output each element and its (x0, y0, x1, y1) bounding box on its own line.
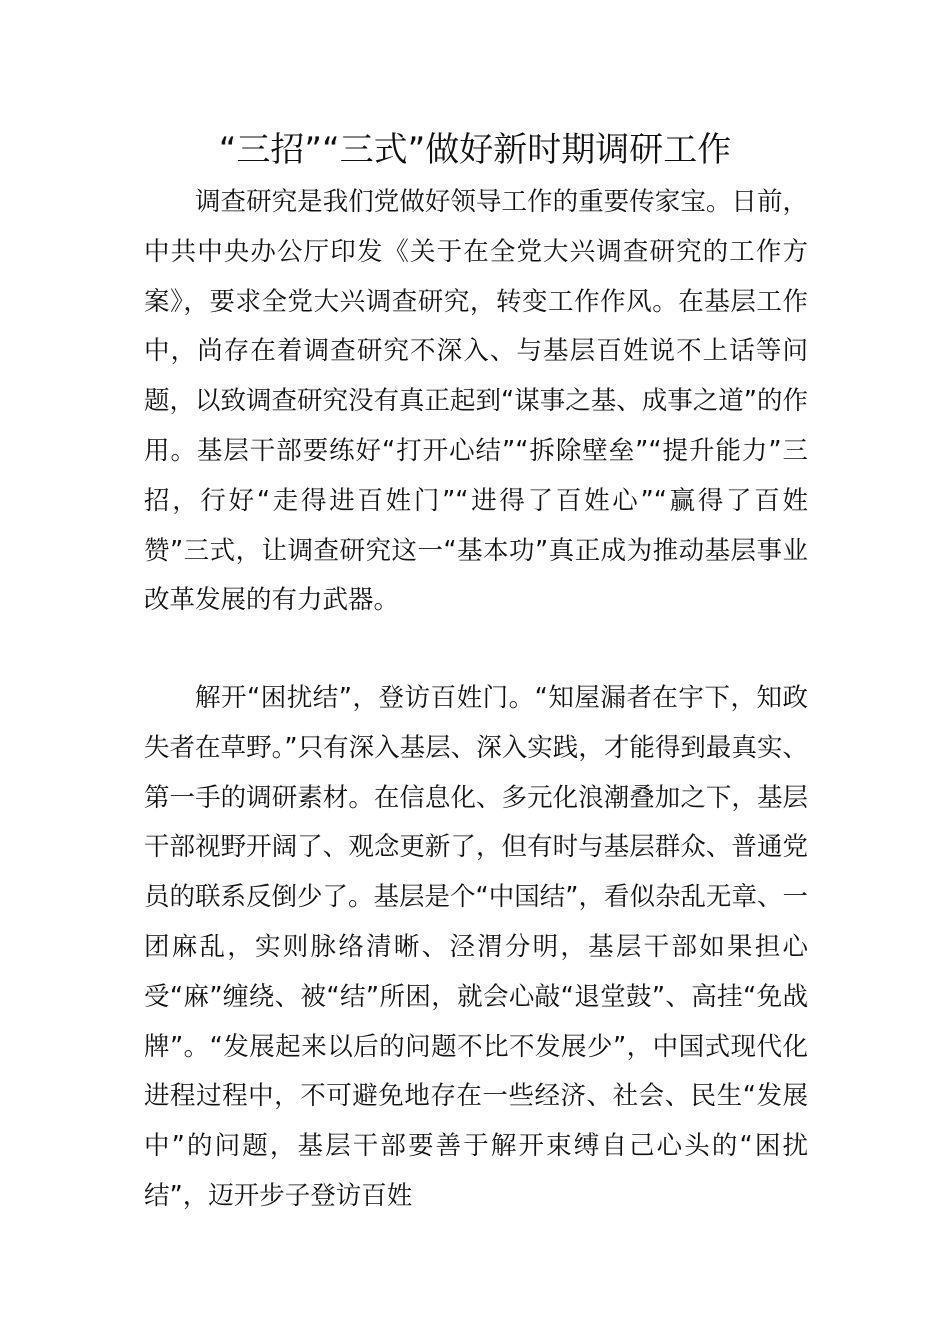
paragraph-intro: 调查研究是我们党做好领导工作的重要传家宝。日前，中共中央办公厅印发《关于在全党大兴调查研究的工作方案》，要求全党大兴调查研究，转变工作作风。在基层工作中，尚存在着调查研究不深入、与基层百姓说不上话等问题，以致调查研究没有真正起到“谋事之基、成事之道”的作用。基层干部要练好“打开心结”“拆除壁垒”“提升能力”三招，行好“走得进百姓门”“进得了百姓心”“赢得了百姓赞”三式，让调查研究这一“基本功”真正成为推动基层事业改革发展的有力武器。 (144, 187, 808, 616)
paragraph-section-1: 解开“困扰结”，登访百姓门。“知屋漏者在宇下，知政失者在草野。”只有深入基层、深入实践，才能得到最真实、第一手的调研素材。在信息化、多元化浪潮叠加之下，基层干部视野开阔了、观念更新了，但有时与基层群众、普通党员的联系反倒少了。基层是个“中国结”，看似杂乱无章、一团麻乱，实则脉络清晰、泾渭分明，基层干部如果担心受“麻”缠绕、被“结”所困，就会心敲“退堂鼓”、高挂“免战牌”。“发展起来以后的问题不比不发展少”，中国式现代化进程过程中，不可避免地存在一些经济、社会、民生“发展中”的问题，基层干部要善于解开束缚自己心头的“困扰结”，迈开步子登访百姓 (144, 683, 808, 1211)
document-title: “三招”“三式”做好新时期调研工作 (218, 130, 732, 170)
